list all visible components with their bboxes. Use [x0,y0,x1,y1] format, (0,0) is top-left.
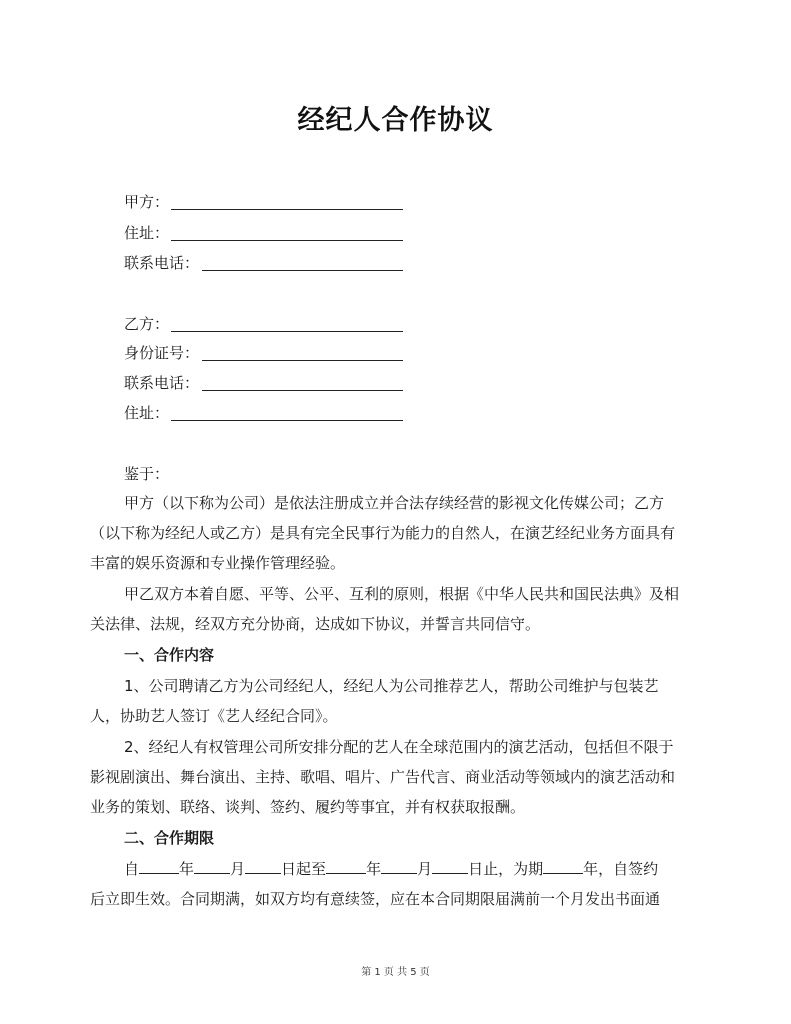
whereas-label: 鉴于： [124,465,170,483]
party-b-phone-label: 联系电话： [124,374,200,392]
intro-line-3: 丰富的娱乐资源和专业操作管理经验。 [90,554,346,572]
duration-years-blank[interactable] [543,857,583,874]
end-month-blank[interactable] [381,857,417,874]
party-a-address-blank[interactable] [171,240,403,241]
term-text-until: 日起至 [281,860,327,878]
party-b-address-blank[interactable] [171,420,403,421]
party-a-name-blank[interactable] [171,209,403,210]
term-text-end: 日止，为期 [468,860,544,878]
party-b-name-field[interactable] [124,313,169,335]
term-text-year-2: 年 [366,860,382,878]
term-text-year-1: 年 [179,860,195,878]
document-title: 经纪人合作协议 [297,105,494,136]
end-year-blank[interactable] [326,857,366,874]
party-b-id-label: 身份证号： [124,344,200,362]
party-b-name-label: 乙方： [124,315,170,333]
party-b-id-field[interactable] [124,342,199,364]
party-a-name-field[interactable] [124,191,169,213]
end-day-blank[interactable] [432,857,468,874]
term-text-from: 自 [124,860,140,878]
party-b-address-label: 住址： [124,404,170,422]
principle-line-2: 关法律、法规，经双方充分协商，达成如下协议，并誓言共同信守。 [90,615,541,633]
term-text-month-2: 月 [417,860,433,878]
start-year-blank[interactable] [139,857,179,874]
party-a-phone-field[interactable] [124,252,199,274]
party-b-address-field[interactable] [124,402,169,424]
intro-line-1: 甲方（以下称为公司）是依法注册成立并合法存续经营的影视文化传媒公司；乙方 [124,494,665,512]
section-1-item-2-line-2: 影视剧演出、舞台演出、主持、歌唱、唱片、广告代言、商业活动等领域内的演艺活动和 [90,768,676,786]
section-1-heading: 一、合作内容 [124,646,215,664]
intro-line-2: （以下称为经纪人或乙方）是具有完全民事行为能力的自然人，在演艺经纪业务方面具有 [90,524,676,542]
party-a-name-label: 甲方： [124,193,170,211]
party-b-phone-blank[interactable] [202,390,403,391]
principle-line-1: 甲乙双方本着自愿、平等、公平、互利的原则，根据《中华人民共和国民法典》及相 [124,585,680,603]
party-b-id-blank[interactable] [202,360,403,361]
term-text-sign: 年，自签约 [583,860,659,878]
section-1-item-1-line-1: 1、公司聘请乙方为公司经纪人，经纪人为公司推荐艺人，帮助公司维护与包装艺 [124,677,659,695]
section-2-heading: 二、合作期限 [124,829,215,847]
page-footer: 第 1 页 共 5 页 [361,967,430,978]
party-b-phone-field[interactable] [124,372,199,394]
party-a-phone-blank[interactable] [202,270,403,271]
section-1-item-2-line-3: 业务的策划、联络、谈判、签约、履约等事宜，并有权获取报酬。 [90,798,526,816]
party-a-address-field[interactable] [124,222,169,244]
party-a-address-label: 住址： [124,224,170,242]
start-day-blank[interactable] [245,857,281,874]
term-text-month-1: 月 [230,860,246,878]
start-month-blank[interactable] [194,857,230,874]
section-1-item-2-line-1: 2、经纪人有权管理公司所安排分配的艺人在全球范围内的演艺活动，包括但不限于 [124,738,674,756]
term-line-2: 后立即生效。合同期满，如双方均有意续签，应在本合同期限届满前一个月发出书面通 [90,890,661,908]
term-line-1 [124,855,734,885]
party-b-name-blank[interactable] [171,331,403,332]
party-a-phone-label: 联系电话： [124,254,200,272]
section-1-item-1-line-2: 人，协助艺人签订《艺人经纪合同》。 [90,707,338,725]
